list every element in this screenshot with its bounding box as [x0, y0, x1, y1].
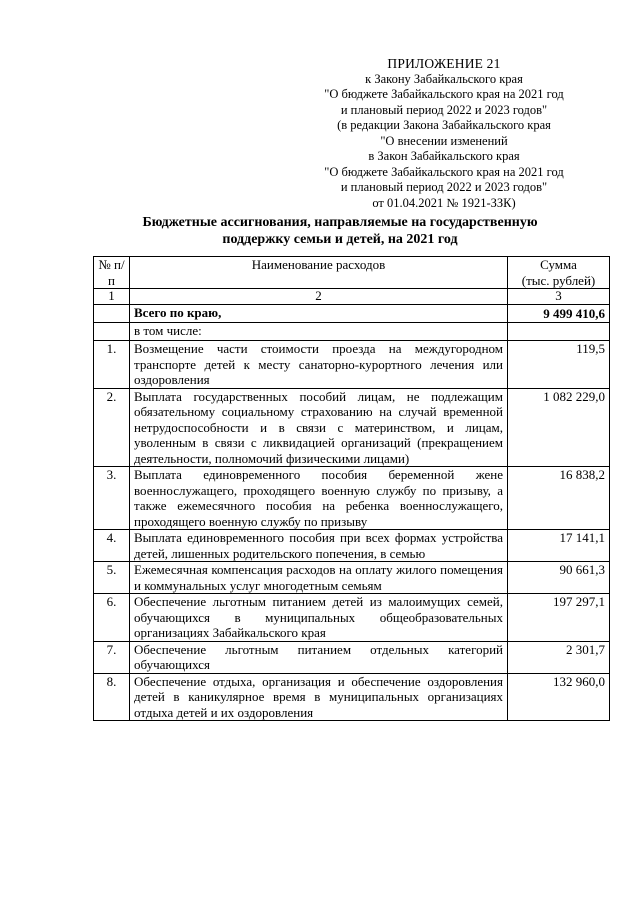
- column-index-row: [94, 289, 610, 305]
- table-row: [94, 467, 610, 530]
- header-number: № п/п: [94, 257, 130, 289]
- appendix-line: и плановый период 2022 и 2023 годов": [340, 180, 548, 194]
- row-value: 17 141,1: [508, 530, 610, 562]
- row-number: 5.: [94, 562, 130, 594]
- row-number: 1.: [94, 341, 130, 389]
- header-sum-line-2: (тыс. рублей): [521, 272, 596, 288]
- row-number: 7.: [94, 641, 130, 673]
- total-label: Всего по краю,: [130, 305, 508, 323]
- row-value: 16 838,2: [508, 467, 610, 530]
- column-index: 2: [130, 289, 508, 305]
- document-title-line-2: поддержку семьи и детей, на 2021 год: [222, 232, 458, 247]
- table-row: [94, 530, 610, 562]
- row-name: Возмещение части стоимости проезда на междугородном транспорте детей к месту санаторно-курортного лечения или оздоровления: [130, 341, 508, 389]
- header-name: Наименование расходов: [130, 257, 508, 289]
- appendix-line: и плановый период 2022 и 2023 годов": [340, 102, 548, 117]
- appendix-line: к Закону Забайкальского края: [365, 71, 523, 86]
- row-name: Выплата единовременного пособия при всех формах устройства детей, лишенных родительского попечения, в семью: [130, 530, 508, 562]
- row-name: Ежемесячная компенсация расходов на оплату жилого помещения и коммунальных услуг многодетным семьям: [130, 562, 508, 594]
- header-sum: [508, 257, 610, 289]
- row-value: 197 297,1: [508, 594, 610, 642]
- total-row: [94, 305, 610, 323]
- row-value: 2 301,7: [508, 641, 610, 673]
- table-header-row: [94, 257, 610, 289]
- table-row: [94, 562, 610, 594]
- row-name: Обеспечение льготным питанием отдельных категорий обучающихся: [130, 641, 508, 673]
- column-index: 3: [508, 289, 610, 305]
- row-number: 2.: [94, 388, 130, 467]
- row-value: 1 082 229,0: [508, 388, 610, 467]
- document-title: [90, 214, 590, 248]
- row-value: 119,5: [508, 341, 610, 389]
- appendix-line: "О бюджете Забайкальского края на 2021 год: [324, 164, 564, 179]
- budget-table: [93, 256, 610, 721]
- row-name: Выплата единовременного пособия беременной жене военнослужащего, проходящего военную службу по призыву, а также ежемесячного пособия на ребенка военнослужащего, проходящего военную службу по призыву: [130, 467, 508, 530]
- appendix-line: от 01.04.2021 № 1921-ЗЗК): [372, 195, 516, 210]
- column-index: 1: [94, 289, 130, 305]
- row-number: 4.: [94, 530, 130, 562]
- row-number: 6.: [94, 594, 130, 642]
- row-name: Выплата государственных пособий лицам, не подлежащим обязательному социальному страхованию на случай временной нетрудоспособности и в связи с материнством, и лицам, уволенным в связи с ликвидацией организаций (прекращением деятельности, полномочий физическими лицами): [130, 388, 508, 467]
- appendix-line: "О внесении изменений: [380, 133, 508, 148]
- header-sum-line-1: Сумма: [540, 257, 577, 272]
- subtitle-row: [94, 323, 610, 341]
- row-number: 8.: [94, 673, 130, 721]
- row-name: Обеспечение отдыха, организация и обеспечение оздоровления детей в каникулярное время в муниципальных организациях отдыха детей и их оздоровления: [130, 673, 508, 721]
- table-row: [94, 641, 610, 673]
- row-name: Обеспечение льготным питанием детей из малоимущих семей, обучающихся в муниципальных общеобразовательных организациях Забайкальского края: [130, 594, 508, 642]
- appendix-line: "О бюджете Забайкальского края на 2021 год: [324, 87, 564, 101]
- subtitle-number-cell: [94, 323, 130, 341]
- table-row: [94, 388, 610, 467]
- row-value: 132 960,0: [508, 673, 610, 721]
- table-row: [94, 673, 610, 721]
- appendix-title: ПРИЛОЖЕНИЕ 21: [387, 56, 501, 71]
- appendix-line: (в редакции Закона Забайкальского края: [337, 118, 551, 132]
- row-number: 3.: [94, 467, 130, 530]
- subtitle-label: в том числе:: [130, 323, 508, 341]
- appendix-header: [300, 56, 588, 211]
- total-value: 9 499 410,6: [508, 305, 610, 323]
- appendix-line: в Закон Забайкальского края: [368, 149, 520, 163]
- table-row: [94, 341, 610, 389]
- total-number-cell: [94, 305, 130, 323]
- subtitle-value-cell: [508, 323, 610, 341]
- table-row: [94, 594, 610, 642]
- document-title-line-1: Бюджетные ассигнования, направляемые на государственную: [142, 215, 538, 230]
- row-value: 90 661,3: [508, 562, 610, 594]
